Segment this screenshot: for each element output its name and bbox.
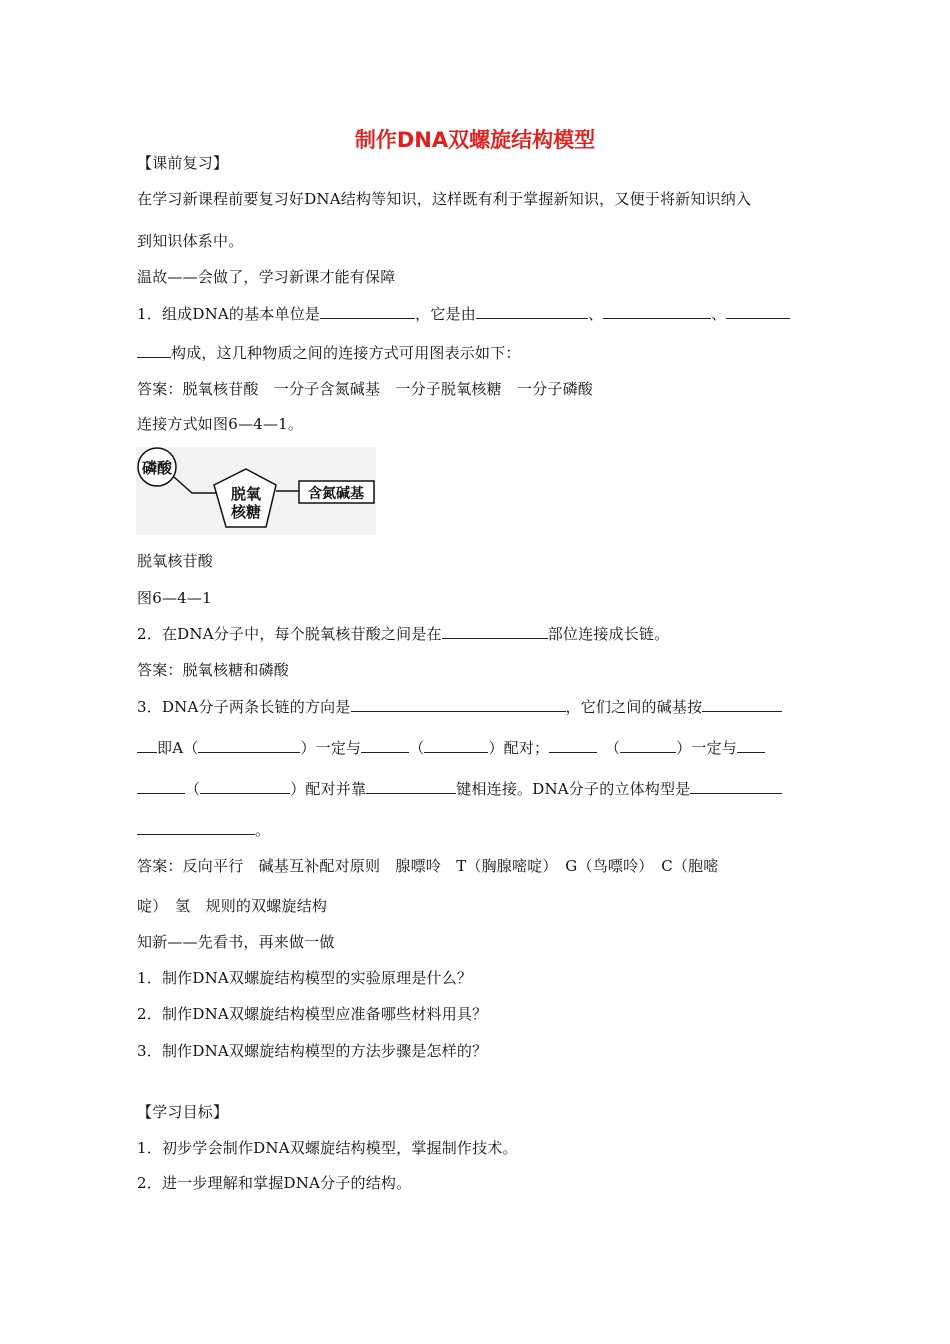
answer-blank[interactable] bbox=[320, 304, 415, 319]
answer-blank[interactable] bbox=[137, 343, 171, 358]
answer-blank[interactable] bbox=[200, 779, 290, 794]
section-heading-review: 【课前复习】 bbox=[137, 154, 229, 172]
question-1-text-d: 、 bbox=[711, 305, 727, 323]
answer-blank[interactable] bbox=[726, 304, 790, 319]
answer-blank[interactable] bbox=[361, 738, 409, 753]
answer-blank[interactable] bbox=[198, 738, 300, 753]
answer-blank[interactable] bbox=[366, 779, 456, 794]
answer-2: 答案：脱氧核糖和磷酸 bbox=[137, 661, 290, 679]
question-2-text-a: 2．在DNA分子中，每个脱氧核苷酸之间是在 bbox=[137, 625, 442, 643]
figure-caption-nucleotide: 脱氧核苷酸 bbox=[137, 552, 214, 570]
answer-blank[interactable] bbox=[603, 304, 711, 319]
question-3-line-4 bbox=[137, 819, 270, 840]
goal-1: 1．初步学会制作DNA双螺旋结构模型，掌握制作技术。 bbox=[137, 1139, 518, 1157]
question-3-text-l: 。 bbox=[255, 821, 271, 839]
nucleotide-diagram bbox=[136, 447, 376, 535]
new-question-1: 1．制作DNA双螺旋结构模型的实验原理是什么？ bbox=[137, 969, 473, 987]
answer-blank[interactable] bbox=[476, 304, 588, 319]
answer-blank[interactable] bbox=[620, 738, 676, 753]
question-3-text-i: （ bbox=[185, 780, 201, 798]
question-3-text-d: ）一定与 bbox=[300, 739, 362, 757]
answer-3-line-1: 答案：反向平行 碱基互补配对原则 腺嘌呤 T（胸腺嘧啶） G（鸟嘌呤） C（胞嘧 bbox=[137, 857, 719, 875]
new-question-2: 2．制作DNA双螺旋结构模型应准备哪些材料用具？ bbox=[137, 1005, 488, 1023]
page-title: 制作DNA双螺旋结构模型 bbox=[354, 128, 596, 152]
figure-reference: 连接方式如图6—4—1。 bbox=[137, 415, 304, 433]
answer-3-line-2: 啶） 氢 规则的双螺旋结构 bbox=[137, 897, 328, 915]
deoxyribose-label-line-1: 脱氧 bbox=[230, 485, 262, 503]
answer-blank[interactable] bbox=[549, 738, 597, 753]
intro-paragraph-line-1: 在学习新课程前要复习好DNA结构等知识，这样既有利于掌握新知识，又便于将新知识纳入 bbox=[137, 190, 752, 208]
question-3-text-j: ）配对并靠 bbox=[290, 780, 367, 798]
question-3-line-3 bbox=[137, 778, 782, 799]
question-3-text-e: （ bbox=[409, 739, 425, 757]
question-3-text-f: ）配对； bbox=[488, 739, 550, 757]
question-1-continued bbox=[137, 342, 521, 363]
answer-blank[interactable] bbox=[442, 624, 548, 639]
wengu-heading: 温故——会做了，学习新课才能有保障 bbox=[137, 268, 396, 286]
new-question-3: 3．制作DNA双螺旋结构模型的方法步骤是怎样的？ bbox=[137, 1042, 488, 1060]
question-1-text-c: 、 bbox=[587, 305, 604, 323]
phosphate-label: 磷酸 bbox=[141, 459, 173, 477]
question-2-text-b: 部位连接成长链。 bbox=[547, 625, 670, 643]
section-heading-goals: 【学习目标】 bbox=[137, 1103, 229, 1121]
answer-blank[interactable] bbox=[351, 697, 566, 712]
answer-blank[interactable] bbox=[702, 697, 782, 712]
question-1-text-b: ，它是由 bbox=[415, 305, 476, 323]
answer-blank[interactable] bbox=[690, 779, 782, 794]
question-1 bbox=[137, 303, 790, 324]
deoxyribose-label-line-2: 核糖 bbox=[230, 503, 262, 521]
question-2 bbox=[137, 623, 669, 644]
zhixin-heading: 知新——先看书，再来做一做 bbox=[137, 933, 335, 951]
question-3 bbox=[137, 696, 782, 717]
intro-paragraph-line-2: 到知识体系中。 bbox=[137, 232, 244, 250]
question-1-text-a: 1．组成DNA的基本单位是 bbox=[137, 305, 321, 323]
answer-blank[interactable] bbox=[424, 738, 488, 753]
figure-caption-number: 图6—4—1 bbox=[137, 589, 212, 607]
question-3-text-k: 键相连接。DNA分子的立体构型是 bbox=[456, 780, 691, 798]
goal-2: 2．进一步理解和掌握DNA分子的结构。 bbox=[137, 1174, 412, 1192]
answer-blank[interactable] bbox=[137, 820, 255, 835]
question-1-text-e: 构成，这几种物质之间的连接方式可用图表示如下： bbox=[171, 344, 521, 362]
question-3-text-c: 即A（ bbox=[157, 739, 199, 757]
answer-1: 答案：脱氧核苷酸 一分子含氮碱基 一分子脱氧核糖 一分子磷酸 bbox=[137, 380, 594, 398]
answer-blank[interactable] bbox=[737, 738, 765, 753]
answer-blank[interactable] bbox=[137, 738, 157, 753]
question-3-line-2 bbox=[137, 737, 765, 758]
question-3-text-b: ，它们之间的碱基按 bbox=[565, 698, 703, 716]
question-3-text-g: （ bbox=[612, 739, 621, 757]
base-label: 含氮碱基 bbox=[308, 486, 364, 502]
question-3-text-h: ）一定与 bbox=[676, 739, 737, 757]
answer-blank[interactable] bbox=[137, 779, 185, 794]
question-3-text-a: 3．DNA分子两条长链的方向是 bbox=[137, 698, 351, 716]
